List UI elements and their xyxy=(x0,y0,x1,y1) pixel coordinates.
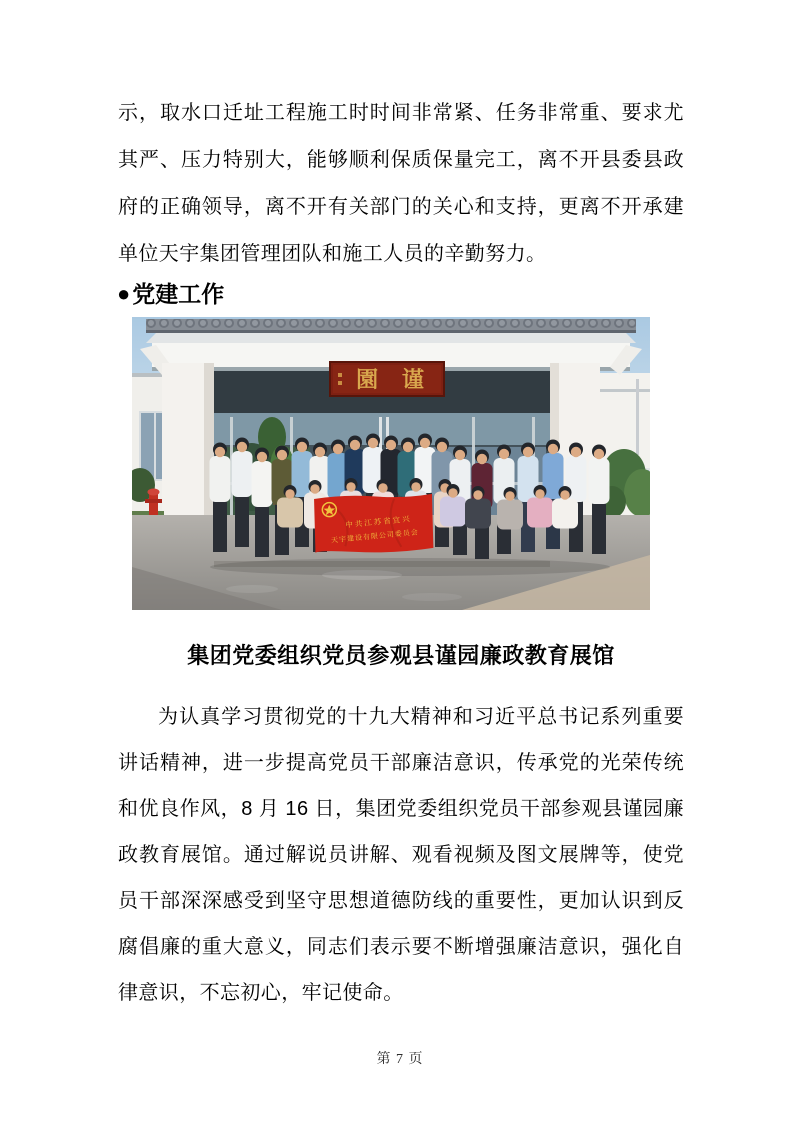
section-heading-label: 党建工作 xyxy=(132,281,225,307)
page-number: 第 7 页 xyxy=(376,1052,424,1067)
group-photo xyxy=(132,317,650,610)
people-shadow xyxy=(210,558,610,576)
plaque-small-inscription xyxy=(338,373,342,377)
banner-text-line1: 中共江苏省宜兴 xyxy=(344,514,413,530)
plaque-text: 園 谨 xyxy=(356,368,432,393)
plaque xyxy=(330,362,444,396)
banner xyxy=(314,494,433,554)
paragraph-continued: 示，取水口迁址工程施工时时间非常紧、任务非常重、要求尤其严、压力特别大，能够顺利保质保量完工，离不开县委县政府的正确领导，离不开有关部门的关心和支持，更离不开承建单位天宇集团管理团队和施工人员的辛勤努力。 xyxy=(118,102,684,265)
photo-caption: 集团党委组织党员参观县谨园廉政教育展馆 xyxy=(187,643,615,668)
photo-illustration xyxy=(132,317,650,610)
page-footer xyxy=(0,1048,800,1068)
body-paragraph: 为认真学习贯彻党的十九大精神和习近平总书记系列重要讲话精神，进一步提高党员干部廉洁意识，传承党的光荣传统和优良作风，8 月 16 日，集团党委组织党员干部参观县谨园廉政教育展馆。通过解说员讲解、观看视频及图文展牌等，使党员干部深深感受到坚守思想道德防线的重要性，更加认识到反腐倡廉的重大意义，同志们表示要不断增强廉洁意识，强化自律意识，不忘初心，牢记使命。 xyxy=(118,706,684,1004)
section-heading xyxy=(117,277,224,311)
bullet-icon: ● xyxy=(117,281,131,306)
banner-text-line2: 天宇建设有限公司委员会 xyxy=(330,528,420,545)
